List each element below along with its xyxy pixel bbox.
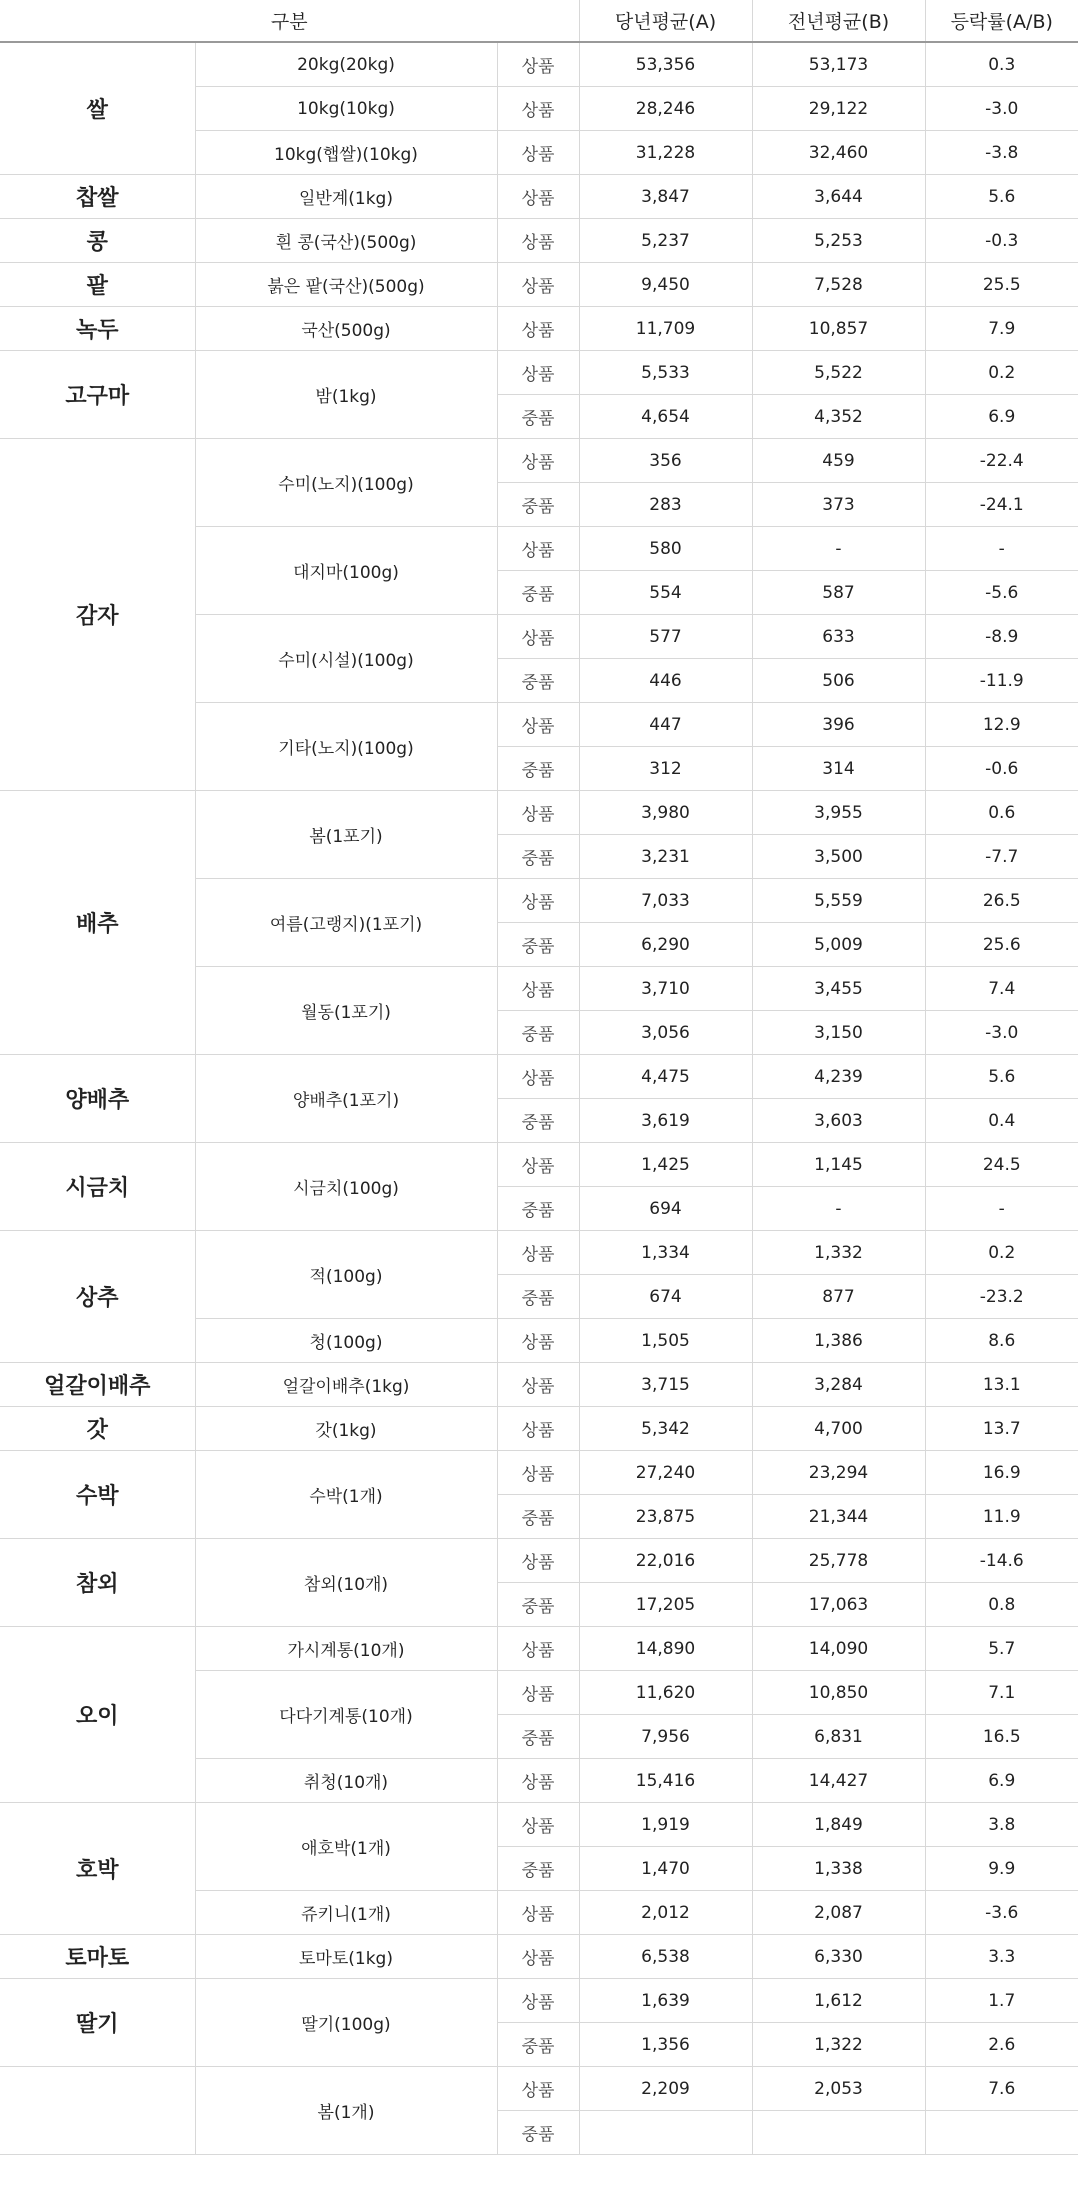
grade-cell: 상품: [497, 1319, 579, 1363]
table-row: [0, 791, 1078, 835]
change-rate-cell: -24.1: [925, 483, 1078, 527]
previous-avg-cell: 10,850: [752, 1671, 925, 1715]
category-cell: 얼갈이배추: [0, 1363, 195, 1407]
change-rate-cell: 3.3: [925, 1935, 1078, 1979]
current-avg-cell: 1,356: [579, 2023, 752, 2067]
change-rate-cell: -3.0: [925, 1011, 1078, 1055]
change-rate-cell: 5.6: [925, 1055, 1078, 1099]
previous-avg-cell: 21,344: [752, 1495, 925, 1539]
table-row: [0, 1055, 1078, 1099]
table-row: [0, 1407, 1078, 1451]
category-cell: 오이: [0, 1627, 195, 1803]
item-cell: 얼갈이배추(1kg): [195, 1363, 497, 1407]
grade-cell: 중품: [497, 571, 579, 615]
category-cell: 고구마: [0, 351, 195, 439]
change-rate-cell: [925, 2111, 1078, 2155]
item-cell: 애호박(1개): [195, 1803, 497, 1891]
item-cell: 쥬키니(1개): [195, 1891, 497, 1935]
current-avg-cell: 6,538: [579, 1935, 752, 1979]
previous-avg-cell: 4,239: [752, 1055, 925, 1099]
previous-avg-cell: 2,053: [752, 2067, 925, 2111]
category-cell: 팥: [0, 263, 195, 307]
previous-avg-cell: 6,330: [752, 1935, 925, 1979]
change-rate-cell: -14.6: [925, 1539, 1078, 1583]
grade-cell: 상품: [497, 263, 579, 307]
table-row: [0, 307, 1078, 351]
previous-avg-cell: 3,150: [752, 1011, 925, 1055]
current-avg-cell: 11,709: [579, 307, 752, 351]
previous-avg-cell: 506: [752, 659, 925, 703]
grade-cell: 중품: [497, 2023, 579, 2067]
category-cell: 참외: [0, 1539, 195, 1627]
previous-avg-cell: 1,322: [752, 2023, 925, 2067]
item-cell: 10kg(10kg): [195, 87, 497, 131]
table-row: [0, 1363, 1078, 1407]
item-cell: 수미(시설)(100g): [195, 615, 497, 703]
current-avg-cell: 22,016: [579, 1539, 752, 1583]
current-avg-cell: 674: [579, 1275, 752, 1319]
table-row: [0, 1979, 1078, 2023]
change-rate-cell: -11.9: [925, 659, 1078, 703]
current-avg-cell: 7,033: [579, 879, 752, 923]
current-avg-cell: 1,334: [579, 1231, 752, 1275]
current-avg-cell: 28,246: [579, 87, 752, 131]
change-rate-cell: 16.5: [925, 1715, 1078, 1759]
item-cell: 갓(1kg): [195, 1407, 497, 1451]
previous-avg-cell: 14,090: [752, 1627, 925, 1671]
item-cell: 대지마(100g): [195, 527, 497, 615]
current-avg-cell: 3,619: [579, 1099, 752, 1143]
current-avg-cell: 4,654: [579, 395, 752, 439]
previous-avg-cell: 5,559: [752, 879, 925, 923]
previous-avg-cell: 3,603: [752, 1099, 925, 1143]
previous-avg-cell: 3,455: [752, 967, 925, 1011]
header-change-rate: 등락률(A/B): [925, 0, 1078, 42]
change-rate-cell: -23.2: [925, 1275, 1078, 1319]
previous-avg-cell: 14,427: [752, 1759, 925, 1803]
category-cell: 배추: [0, 791, 195, 1055]
item-cell: 토마토(1kg): [195, 1935, 497, 1979]
grade-cell: 상품: [497, 1891, 579, 1935]
current-avg-cell: 14,890: [579, 1627, 752, 1671]
item-cell: 붉은 팥(국산)(500g): [195, 263, 497, 307]
item-cell: 일반계(1kg): [195, 175, 497, 219]
grade-cell: 상품: [497, 967, 579, 1011]
change-rate-cell: 0.6: [925, 791, 1078, 835]
previous-avg-cell: 32,460: [752, 131, 925, 175]
change-rate-cell: 8.6: [925, 1319, 1078, 1363]
current-avg-cell: 447: [579, 703, 752, 747]
previous-avg-cell: 1,849: [752, 1803, 925, 1847]
item-cell: 청(100g): [195, 1319, 497, 1363]
current-avg-cell: 356: [579, 439, 752, 483]
item-cell: 가시계통(10개): [195, 1627, 497, 1671]
grade-cell: 중품: [497, 1011, 579, 1055]
previous-avg-cell: 2,087: [752, 1891, 925, 1935]
previous-avg-cell: 1,386: [752, 1319, 925, 1363]
change-rate-cell: -7.7: [925, 835, 1078, 879]
grade-cell: 상품: [497, 87, 579, 131]
previous-avg-cell: 373: [752, 483, 925, 527]
current-avg-cell: 3,056: [579, 1011, 752, 1055]
current-avg-cell: 15,416: [579, 1759, 752, 1803]
current-avg-cell: 5,237: [579, 219, 752, 263]
current-avg-cell: 694: [579, 1187, 752, 1231]
table-row: [0, 439, 1078, 483]
item-cell: 시금치(100g): [195, 1143, 497, 1231]
change-rate-cell: -: [925, 527, 1078, 571]
grade-cell: 상품: [497, 131, 579, 175]
item-cell: 참외(10개): [195, 1539, 497, 1627]
grade-cell: 중품: [497, 1187, 579, 1231]
grade-cell: 상품: [497, 1759, 579, 1803]
category-cell: 감자: [0, 439, 195, 791]
change-rate-cell: 3.8: [925, 1803, 1078, 1847]
header-category: 구분: [0, 0, 579, 42]
current-avg-cell: 1,470: [579, 1847, 752, 1891]
table-row: [0, 1143, 1078, 1187]
header-current-avg: 당년평균(A): [579, 0, 752, 42]
current-avg-cell: 9,450: [579, 263, 752, 307]
change-rate-cell: -0.6: [925, 747, 1078, 791]
current-avg-cell: [579, 2111, 752, 2155]
grade-cell: 상품: [497, 1143, 579, 1187]
change-rate-cell: 13.1: [925, 1363, 1078, 1407]
grade-cell: 상품: [497, 1407, 579, 1451]
previous-avg-cell: 1,145: [752, 1143, 925, 1187]
change-rate-cell: 0.2: [925, 351, 1078, 395]
change-rate-cell: -: [925, 1187, 1078, 1231]
current-avg-cell: 3,231: [579, 835, 752, 879]
previous-avg-cell: 5,522: [752, 351, 925, 395]
category-cell: 쌀: [0, 42, 195, 175]
previous-avg-cell: 1,338: [752, 1847, 925, 1891]
grade-cell: 상품: [497, 615, 579, 659]
table-row: [0, 351, 1078, 395]
grade-cell: 상품: [497, 879, 579, 923]
change-rate-cell: 12.9: [925, 703, 1078, 747]
header-row: [0, 0, 1078, 42]
grade-cell: 상품: [497, 1671, 579, 1715]
item-cell: 흰 콩(국산)(500g): [195, 219, 497, 263]
grade-cell: 상품: [497, 1803, 579, 1847]
change-rate-cell: 7.6: [925, 2067, 1078, 2111]
table-row: [0, 1803, 1078, 1847]
item-cell: 봄(1개): [195, 2067, 497, 2155]
grade-cell: 중품: [497, 483, 579, 527]
category-cell: 상추: [0, 1231, 195, 1363]
table-row: [0, 1539, 1078, 1583]
grade-cell: 상품: [497, 1539, 579, 1583]
change-rate-cell: 0.2: [925, 1231, 1078, 1275]
grade-cell: 중품: [497, 1275, 579, 1319]
item-cell: 20kg(20kg): [195, 42, 497, 87]
previous-avg-cell: 4,700: [752, 1407, 925, 1451]
previous-avg-cell: 459: [752, 439, 925, 483]
previous-avg-cell: [752, 2111, 925, 2155]
change-rate-cell: -8.9: [925, 615, 1078, 659]
item-cell: 밤(1kg): [195, 351, 497, 439]
previous-avg-cell: -: [752, 1187, 925, 1231]
grade-cell: 상품: [497, 307, 579, 351]
category-cell: 갓: [0, 1407, 195, 1451]
previous-avg-cell: 587: [752, 571, 925, 615]
grade-cell: 중품: [497, 1715, 579, 1759]
current-avg-cell: 1,425: [579, 1143, 752, 1187]
change-rate-cell: 13.7: [925, 1407, 1078, 1451]
change-rate-cell: -3.0: [925, 87, 1078, 131]
change-rate-cell: 25.6: [925, 923, 1078, 967]
previous-avg-cell: 23,294: [752, 1451, 925, 1495]
current-avg-cell: 3,710: [579, 967, 752, 1011]
current-avg-cell: 4,475: [579, 1055, 752, 1099]
current-avg-cell: 283: [579, 483, 752, 527]
grade-cell: 상품: [497, 703, 579, 747]
change-rate-cell: -3.8: [925, 131, 1078, 175]
item-cell: 국산(500g): [195, 307, 497, 351]
table-row: [0, 42, 1078, 87]
current-avg-cell: 53,356: [579, 42, 752, 87]
current-avg-cell: 554: [579, 571, 752, 615]
category-cell: 수박: [0, 1451, 195, 1539]
previous-avg-cell: 5,009: [752, 923, 925, 967]
previous-avg-cell: 10,857: [752, 307, 925, 351]
category-cell: [0, 2067, 195, 2155]
grade-cell: 상품: [497, 1627, 579, 1671]
grade-cell: 상품: [497, 351, 579, 395]
current-avg-cell: 7,956: [579, 1715, 752, 1759]
grade-cell: 상품: [497, 1979, 579, 2023]
current-avg-cell: 3,715: [579, 1363, 752, 1407]
table-body: [0, 42, 1078, 2155]
previous-avg-cell: 3,284: [752, 1363, 925, 1407]
change-rate-cell: 7.9: [925, 307, 1078, 351]
item-cell: 딸기(100g): [195, 1979, 497, 2067]
grade-cell: 상품: [497, 1935, 579, 1979]
previous-avg-cell: 6,831: [752, 1715, 925, 1759]
item-cell: 적(100g): [195, 1231, 497, 1319]
grade-cell: 상품: [497, 791, 579, 835]
item-cell: 여름(고랭지)(1포기): [195, 879, 497, 967]
change-rate-cell: 1.7: [925, 1979, 1078, 2023]
item-cell: 취청(10개): [195, 1759, 497, 1803]
change-rate-cell: -5.6: [925, 571, 1078, 615]
item-cell: 월동(1포기): [195, 967, 497, 1055]
category-cell: 시금치: [0, 1143, 195, 1231]
grade-cell: 상품: [497, 439, 579, 483]
category-cell: 딸기: [0, 1979, 195, 2067]
current-avg-cell: 2,012: [579, 1891, 752, 1935]
current-avg-cell: 580: [579, 527, 752, 571]
table-row: [0, 175, 1078, 219]
table-row: [0, 2067, 1078, 2111]
current-avg-cell: 5,342: [579, 1407, 752, 1451]
change-rate-cell: 0.3: [925, 42, 1078, 87]
item-cell: 다다기계통(10개): [195, 1671, 497, 1759]
change-rate-cell: 2.6: [925, 2023, 1078, 2067]
previous-avg-cell: 7,528: [752, 263, 925, 307]
grade-cell: 상품: [497, 527, 579, 571]
change-rate-cell: -3.6: [925, 1891, 1078, 1935]
change-rate-cell: 7.4: [925, 967, 1078, 1011]
current-avg-cell: 577: [579, 615, 752, 659]
grade-cell: 중품: [497, 835, 579, 879]
grade-cell: 중품: [497, 1495, 579, 1539]
previous-avg-cell: 25,778: [752, 1539, 925, 1583]
table-row: [0, 263, 1078, 307]
previous-avg-cell: -: [752, 527, 925, 571]
grade-cell: 상품: [497, 1231, 579, 1275]
table-row: [0, 1231, 1078, 1275]
item-cell: 양배추(1포기): [195, 1055, 497, 1143]
current-avg-cell: 6,290: [579, 923, 752, 967]
current-avg-cell: 3,980: [579, 791, 752, 835]
change-rate-cell: 9.9: [925, 1847, 1078, 1891]
grade-cell: 중품: [497, 659, 579, 703]
change-rate-cell: 0.4: [925, 1099, 1078, 1143]
previous-avg-cell: 3,500: [752, 835, 925, 879]
current-avg-cell: 11,620: [579, 1671, 752, 1715]
item-cell: 봄(1포기): [195, 791, 497, 879]
table-row: [0, 1627, 1078, 1671]
change-rate-cell: 6.9: [925, 395, 1078, 439]
grade-cell: 중품: [497, 1847, 579, 1891]
grade-cell: 중품: [497, 2111, 579, 2155]
previous-avg-cell: 314: [752, 747, 925, 791]
current-avg-cell: 5,533: [579, 351, 752, 395]
category-cell: 찹쌀: [0, 175, 195, 219]
change-rate-cell: 6.9: [925, 1759, 1078, 1803]
category-cell: 토마토: [0, 1935, 195, 1979]
item-cell: 수미(노지)(100g): [195, 439, 497, 527]
grade-cell: 중품: [497, 395, 579, 439]
grade-cell: 상품: [497, 1055, 579, 1099]
item-cell: 10kg(햅쌀)(10kg): [195, 131, 497, 175]
previous-avg-cell: 1,332: [752, 1231, 925, 1275]
category-cell: 콩: [0, 219, 195, 263]
current-avg-cell: 17,205: [579, 1583, 752, 1627]
category-cell: 녹두: [0, 307, 195, 351]
previous-avg-cell: 29,122: [752, 87, 925, 131]
category-cell: 호박: [0, 1803, 195, 1935]
change-rate-cell: 0.8: [925, 1583, 1078, 1627]
previous-avg-cell: 633: [752, 615, 925, 659]
grade-cell: 상품: [497, 2067, 579, 2111]
grade-cell: 중품: [497, 747, 579, 791]
item-cell: 수박(1개): [195, 1451, 497, 1539]
grade-cell: 중품: [497, 923, 579, 967]
current-avg-cell: 1,505: [579, 1319, 752, 1363]
current-avg-cell: 31,228: [579, 131, 752, 175]
current-avg-cell: 2,209: [579, 2067, 752, 2111]
change-rate-cell: 11.9: [925, 1495, 1078, 1539]
table-row: [0, 1451, 1078, 1495]
grade-cell: 상품: [497, 42, 579, 87]
current-avg-cell: 1,639: [579, 1979, 752, 2023]
change-rate-cell: 25.5: [925, 263, 1078, 307]
category-cell: 양배추: [0, 1055, 195, 1143]
previous-avg-cell: 5,253: [752, 219, 925, 263]
change-rate-cell: 5.6: [925, 175, 1078, 219]
grade-cell: 상품: [497, 1363, 579, 1407]
change-rate-cell: -0.3: [925, 219, 1078, 263]
current-avg-cell: 3,847: [579, 175, 752, 219]
table-row: [0, 219, 1078, 263]
previous-avg-cell: 17,063: [752, 1583, 925, 1627]
previous-avg-cell: 3,644: [752, 175, 925, 219]
header-previous-avg: 전년평균(B): [752, 0, 925, 42]
grade-cell: 상품: [497, 1451, 579, 1495]
change-rate-cell: 7.1: [925, 1671, 1078, 1715]
previous-avg-cell: 4,352: [752, 395, 925, 439]
change-rate-cell: 16.9: [925, 1451, 1078, 1495]
previous-avg-cell: 53,173: [752, 42, 925, 87]
grade-cell: 중품: [497, 1583, 579, 1627]
change-rate-cell: -22.4: [925, 439, 1078, 483]
grade-cell: 상품: [497, 219, 579, 263]
previous-avg-cell: 396: [752, 703, 925, 747]
table-row: [0, 1935, 1078, 1979]
item-cell: 기타(노지)(100g): [195, 703, 497, 791]
current-avg-cell: 312: [579, 747, 752, 791]
change-rate-cell: 26.5: [925, 879, 1078, 923]
current-avg-cell: 27,240: [579, 1451, 752, 1495]
grade-cell: 상품: [497, 175, 579, 219]
current-avg-cell: 1,919: [579, 1803, 752, 1847]
grade-cell: 중품: [497, 1099, 579, 1143]
previous-avg-cell: 1,612: [752, 1979, 925, 2023]
previous-avg-cell: 3,955: [752, 791, 925, 835]
previous-avg-cell: 877: [752, 1275, 925, 1319]
change-rate-cell: 5.7: [925, 1627, 1078, 1671]
current-avg-cell: 23,875: [579, 1495, 752, 1539]
current-avg-cell: 446: [579, 659, 752, 703]
change-rate-cell: 24.5: [925, 1143, 1078, 1187]
